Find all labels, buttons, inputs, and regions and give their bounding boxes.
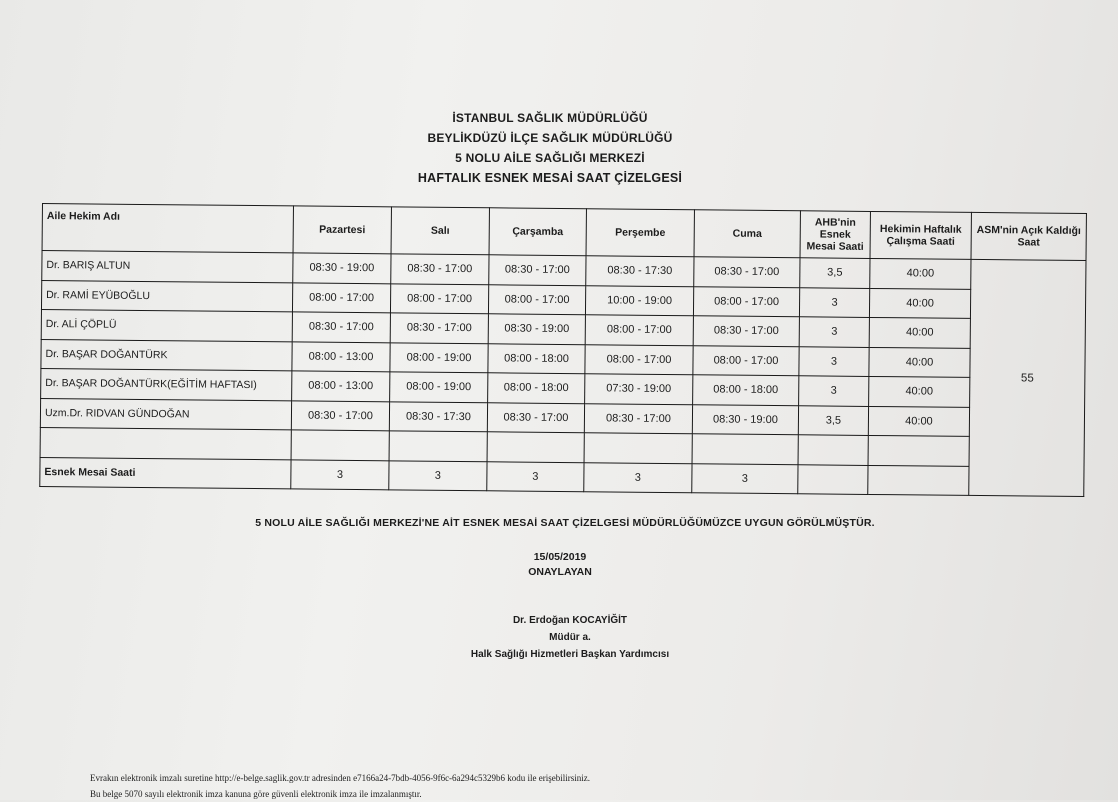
empty-cell: [798, 464, 868, 494]
thursday-hours: 08:30 - 17:00: [584, 403, 692, 434]
physician-name: Dr. BAŞAR DOĞANTÜRK(EĞİTİM HAFTASI): [41, 368, 292, 400]
monday-hours: 08:00 - 13:00: [292, 341, 390, 371]
col-header-thursday: Perşembe: [586, 209, 694, 257]
tuesday-hours: 08:30 - 17:00: [391, 254, 489, 284]
approver-label: ONAYLAYAN: [528, 566, 592, 578]
empty-cell: [584, 433, 692, 464]
col-header-physician: Aile Hekim Adı: [42, 204, 293, 253]
empty-cell: [291, 430, 389, 460]
tuesday-hours: 08:00 - 17:00: [390, 283, 488, 313]
total-tuesday: 3: [389, 460, 487, 490]
friday-hours: 08:30 - 19:00: [692, 404, 798, 435]
empty-cell: [692, 434, 798, 465]
physician-name: Dr. RAMİ EYÜBOĞLU: [41, 280, 292, 312]
tuesday-hours: 08:30 - 17:00: [390, 313, 488, 343]
weekly-hours: 40:00: [869, 317, 970, 347]
monday-hours: 08:30 - 17:00: [292, 312, 390, 342]
approval-statement: 5 NOLU AİLE SAĞLIĞI MERKEZİ'NE AİT ESNEK MESAİ SAAT ÇİZELGESİ MÜDÜRLÜĞÜMÜZCE UYGUN GÖRÜLMÜŞTÜR.: [255, 517, 875, 529]
physician-name: Dr. BAŞAR DOĞANTÜRK: [41, 339, 292, 371]
col-header-monday: Pazartesi: [293, 206, 391, 254]
signer-role: Halk Sağlığı Hizmetleri Başkan Yardımcısı: [470, 649, 670, 660]
empty-cell: [40, 427, 291, 459]
signer-title: Müdür a.: [549, 632, 591, 643]
friday-hours: 08:00 - 18:00: [693, 375, 799, 406]
physician-name: Uzm.Dr. RIDVAN GÜNDOĞAN: [40, 398, 291, 430]
friday-hours: 08:00 - 17:00: [693, 286, 799, 317]
header-line-2: BEYLİKDÜZÜ İLÇE SAĞLIK MÜDÜRLÜĞÜ: [427, 131, 673, 145]
tuesday-hours: 08:00 - 19:00: [390, 372, 488, 402]
schedule-table: [39, 203, 1087, 497]
col-header-flex-hours: AHB'nin Esnek Mesai Saati: [800, 211, 870, 259]
thursday-hours: 07:30 - 19:00: [585, 374, 693, 405]
open-hours-cell: 55: [969, 259, 1086, 496]
empty-cell: [389, 431, 487, 461]
weekly-hours: 40:00: [869, 347, 970, 377]
total-friday: 3: [692, 463, 798, 494]
wednesday-hours: 08:00 - 18:00: [488, 373, 585, 403]
weekly-hours: 40:00: [870, 258, 971, 288]
wednesday-hours: 08:30 - 17:00: [487, 402, 584, 432]
total-row-label: Esnek Mesai Saati: [40, 457, 291, 489]
signer-name: Dr. Erdoğan KOCAYİĞİT: [512, 615, 628, 626]
header-line-4: HAFTALIK ESNEK MESAİ SAAT ÇİZELGESİ: [417, 171, 683, 185]
thursday-hours: 08:00 - 17:00: [585, 315, 693, 346]
friday-hours: 08:30 - 17:00: [694, 257, 800, 288]
flex-hours: 3,5: [798, 405, 868, 435]
col-header-friday: Cuma: [694, 210, 800, 258]
monday-hours: 08:30 - 19:00: [293, 253, 391, 283]
col-header-open-hours: ASM'nin Açık Kaldığı Saat: [971, 212, 1086, 260]
total-thursday: 3: [584, 462, 692, 493]
empty-cell: [487, 432, 584, 462]
thursday-hours: 08:30 - 17:30: [586, 256, 694, 287]
thursday-hours: 10:00 - 19:00: [585, 285, 693, 316]
physician-name: Dr. ALİ ÇÖPLÜ: [41, 309, 292, 341]
signature-block: [430, 612, 710, 663]
header-line-1: İSTANBUL SAĞLIK MÜDÜRLÜĞÜ: [452, 111, 648, 125]
col-header-weekly-hours: Hekimin Haftalık Çalışma Saati: [870, 211, 971, 259]
total-monday: 3: [291, 459, 389, 489]
footer-line-2: Bu belge 5070 sayılı elektronik imza kanuna göre güvenli elektronik imza ile imzalanmıştır.: [90, 789, 422, 799]
friday-hours: 08:00 - 17:00: [693, 345, 799, 376]
weekly-hours: 40:00: [869, 288, 970, 318]
approval-date-block: [480, 550, 640, 580]
empty-cell: [798, 435, 868, 465]
empty-cell: [868, 435, 969, 465]
flex-hours: 3: [799, 346, 869, 376]
empty-cell: [868, 465, 969, 495]
thursday-hours: 08:00 - 17:00: [585, 344, 693, 375]
wednesday-hours: 08:00 - 17:00: [488, 284, 585, 314]
wednesday-hours: 08:30 - 19:00: [488, 314, 585, 344]
flex-hours: 3: [799, 317, 869, 347]
wednesday-hours: 08:00 - 18:00: [488, 343, 585, 373]
flex-hours: 3: [799, 287, 869, 317]
flex-hours: 3: [799, 376, 869, 406]
total-wednesday: 3: [487, 461, 584, 491]
tuesday-hours: 08:00 - 19:00: [390, 342, 488, 372]
approval-date: 15/05/2019: [533, 551, 587, 563]
col-header-tuesday: Salı: [391, 207, 489, 255]
footer-line-1: Evrakın elektronik imzalı suretine http://e-belge.saglik.gov.tr adresinden e7166a24-7bdb-4056-9f6c-6a294c5329b6 kodu ile erişebilirsiniz.: [90, 773, 591, 783]
tuesday-hours: 08:30 - 17:30: [389, 401, 487, 431]
header-line-3: 5 NOLU AİLE SAĞLIĞI MERKEZİ: [455, 151, 645, 165]
document-header: [330, 108, 770, 188]
footer-notice: [90, 770, 590, 802]
col-header-wednesday: Çarşamba: [489, 208, 586, 256]
flex-hours: 3,5: [800, 258, 870, 288]
weekly-hours: 40:00: [869, 376, 970, 406]
physician-name: Dr. BARIŞ ALTUN: [42, 251, 293, 283]
monday-hours: 08:00 - 13:00: [292, 371, 390, 401]
monday-hours: 08:00 - 17:00: [292, 282, 390, 312]
weekly-hours: 40:00: [868, 406, 969, 436]
monday-hours: 08:30 - 17:00: [291, 400, 389, 430]
wednesday-hours: 08:30 - 17:00: [489, 255, 586, 285]
friday-hours: 08:30 - 17:00: [693, 316, 799, 347]
